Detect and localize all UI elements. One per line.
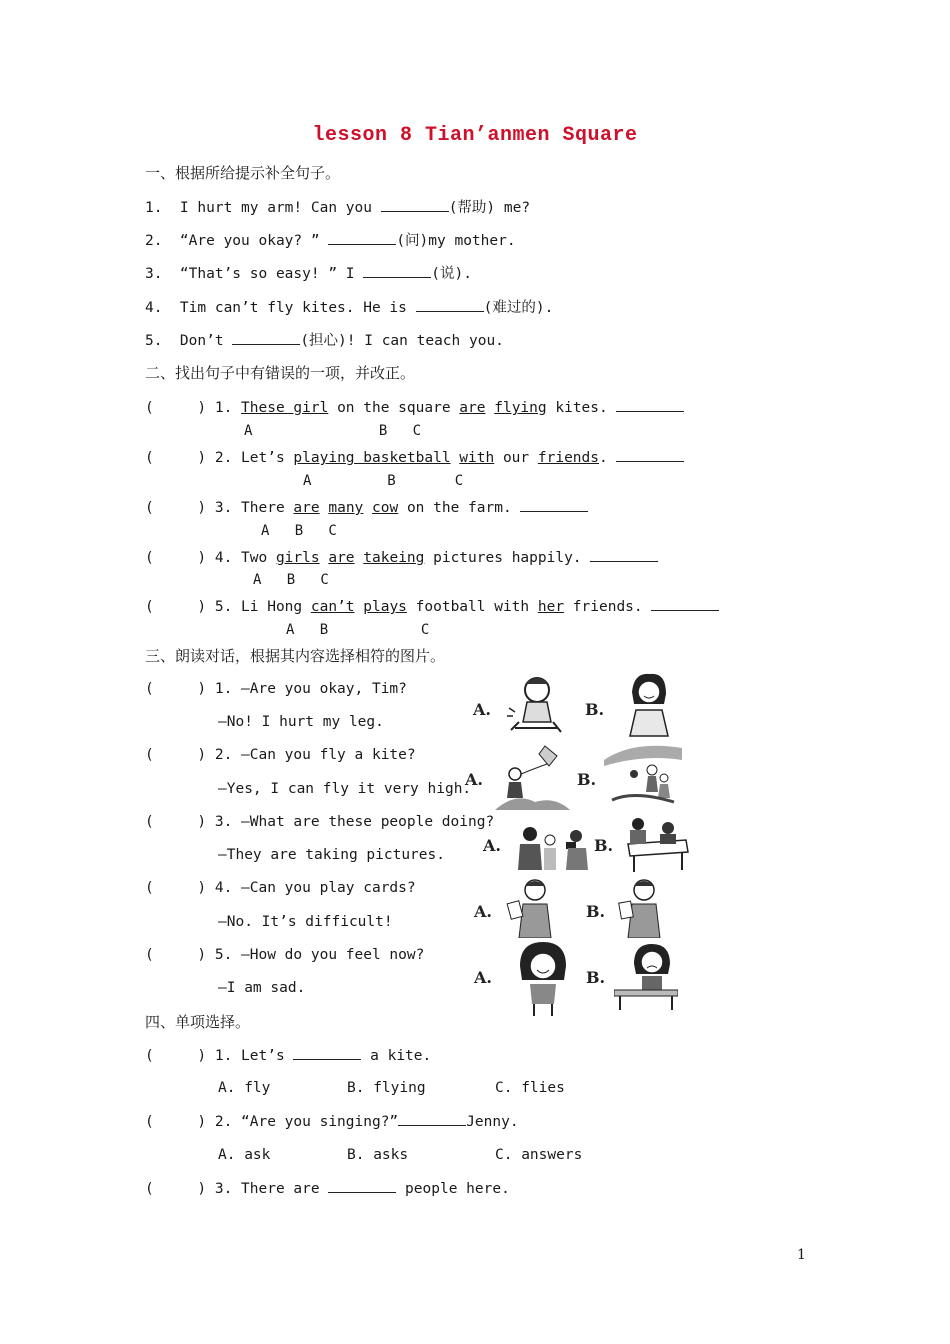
s1-item-1: 1. I hurt my arm! Can you (帮助) me? bbox=[145, 197, 530, 218]
s4-q2-option-b[interactable]: B. asks bbox=[347, 1147, 409, 1163]
pic-label-5b: B. bbox=[586, 968, 606, 987]
pic-label-1b: B. bbox=[585, 700, 605, 719]
s3-q4: ( ) 4. —Can you play cards? bbox=[145, 880, 416, 896]
correction-blank[interactable] bbox=[590, 547, 658, 562]
pic-label-3a: A. bbox=[483, 836, 501, 855]
girl-smiling-picture[interactable] bbox=[620, 670, 678, 738]
s2-item-1-option-letters: A B C bbox=[244, 423, 422, 439]
s2-item-2: ( ) 2. Let’s playing basketball with our friends. bbox=[145, 447, 684, 468]
boy-with-cards-picture[interactable] bbox=[505, 876, 555, 938]
boy-flying-kite-picture[interactable] bbox=[495, 742, 570, 812]
s3-q3: ( ) 3. —What are these people doing? bbox=[145, 814, 495, 830]
answer-blank[interactable] bbox=[232, 330, 300, 345]
section1-heading: 一、根据所给提示补全句子。 bbox=[145, 164, 341, 182]
correction-blank[interactable] bbox=[616, 447, 684, 462]
answer-blank[interactable] bbox=[398, 1111, 466, 1126]
s3-a2: —Yes, I can fly it very high. bbox=[218, 781, 472, 797]
s4-q1-option-c[interactable]: C. flies bbox=[495, 1080, 565, 1096]
children-playing-picture[interactable] bbox=[604, 740, 682, 812]
s2-item-2-option-letters: A B C bbox=[303, 473, 464, 489]
s3-q2: ( ) 2. —Can you fly a kite? bbox=[145, 747, 416, 763]
pic-label-3b: B. bbox=[594, 836, 614, 855]
s4-q2-option-a[interactable]: A. ask bbox=[218, 1147, 271, 1163]
answer-blank[interactable] bbox=[293, 1045, 361, 1060]
s2-item-5: ( ) 5. Li Hong can’t plays football with her friends. bbox=[145, 596, 719, 617]
s2-item-4-option-letters: A B C bbox=[253, 572, 329, 588]
s2-item-1: ( ) 1. These girl on the square are flying kites. bbox=[145, 397, 684, 418]
s2-item-5-option-letters: A B C bbox=[286, 622, 430, 638]
pic-label-2b: B. bbox=[577, 770, 597, 789]
pic-label-4b: B. bbox=[586, 902, 606, 921]
girl-happy-picture[interactable] bbox=[512, 940, 574, 1016]
s2-item-3: ( ) 3. There are many cow on the farm. bbox=[145, 497, 588, 518]
section4-heading: 四、单项选择。 bbox=[145, 1013, 251, 1031]
s4-q2: ( ) 2. “Are you singing?” Jenny. bbox=[145, 1111, 519, 1132]
s3-a1: —No! I hurt my leg. bbox=[218, 714, 384, 730]
answer-blank[interactable] bbox=[328, 1178, 396, 1193]
s4-q2-option-c[interactable]: C. answers bbox=[495, 1147, 583, 1163]
s4-q1-option-a[interactable]: A. fly bbox=[218, 1080, 271, 1096]
s2-item-4: ( ) 4. Two girls are takeing pictures happily. bbox=[145, 547, 658, 568]
s4-q1: ( ) 1. Let’s a kite. bbox=[145, 1045, 431, 1066]
pic-label-2a: A. bbox=[465, 770, 483, 789]
s1-item-5: 5. Don’t (担心)! I can teach you. bbox=[145, 330, 504, 351]
answer-blank[interactable] bbox=[328, 230, 396, 245]
s3-a3: —They are taking pictures. bbox=[218, 847, 445, 863]
page-number: 1 bbox=[797, 1247, 806, 1263]
s4-q1-option-b[interactable]: B. flying bbox=[347, 1080, 426, 1096]
pic-label-5a: A. bbox=[474, 968, 492, 987]
s3-q5: ( ) 5. —How do you feel now? bbox=[145, 947, 425, 963]
s3-a4: —No. It’s difficult! bbox=[218, 914, 393, 930]
people-at-table-picture[interactable] bbox=[624, 814, 692, 876]
s2-item-3-option-letters: A B C bbox=[261, 523, 337, 539]
answer-blank[interactable] bbox=[363, 263, 431, 278]
page-title: lesson 8 Tian’anmen Square bbox=[312, 124, 638, 147]
boy-hurt-leg-picture[interactable] bbox=[505, 670, 565, 738]
answer-blank[interactable] bbox=[416, 297, 484, 312]
s3-a5: —I am sad. bbox=[218, 980, 306, 996]
correction-blank[interactable] bbox=[520, 497, 588, 512]
pic-label-4a: A. bbox=[474, 902, 492, 921]
s1-item-3: 3. “That’s so easy! ” I (说). bbox=[145, 263, 472, 284]
correction-blank[interactable] bbox=[651, 596, 719, 611]
s3-q1: ( ) 1. —Are you okay, Tim? bbox=[145, 681, 407, 697]
s1-item-4: 4. Tim can’t fly kites. He is (难过的). bbox=[145, 297, 553, 318]
s4-q3: ( ) 3. There are people here. bbox=[145, 1178, 510, 1199]
answer-blank[interactable] bbox=[381, 197, 449, 212]
section2-heading: 二、找出句子中有错误的一项，并改正。 bbox=[145, 364, 416, 382]
boy-thinking-picture[interactable] bbox=[614, 876, 664, 938]
correction-blank[interactable] bbox=[616, 397, 684, 412]
section3-heading: 三、朗读对话，根据其内容选择相符的图片。 bbox=[145, 647, 446, 665]
girl-sad-on-bench-picture[interactable] bbox=[614, 940, 678, 1012]
s1-item-2: 2. “Are you okay? ” (问)my mother. bbox=[145, 230, 516, 251]
people-taking-pictures[interactable] bbox=[512, 822, 592, 872]
pic-label-1a: A. bbox=[473, 700, 491, 719]
